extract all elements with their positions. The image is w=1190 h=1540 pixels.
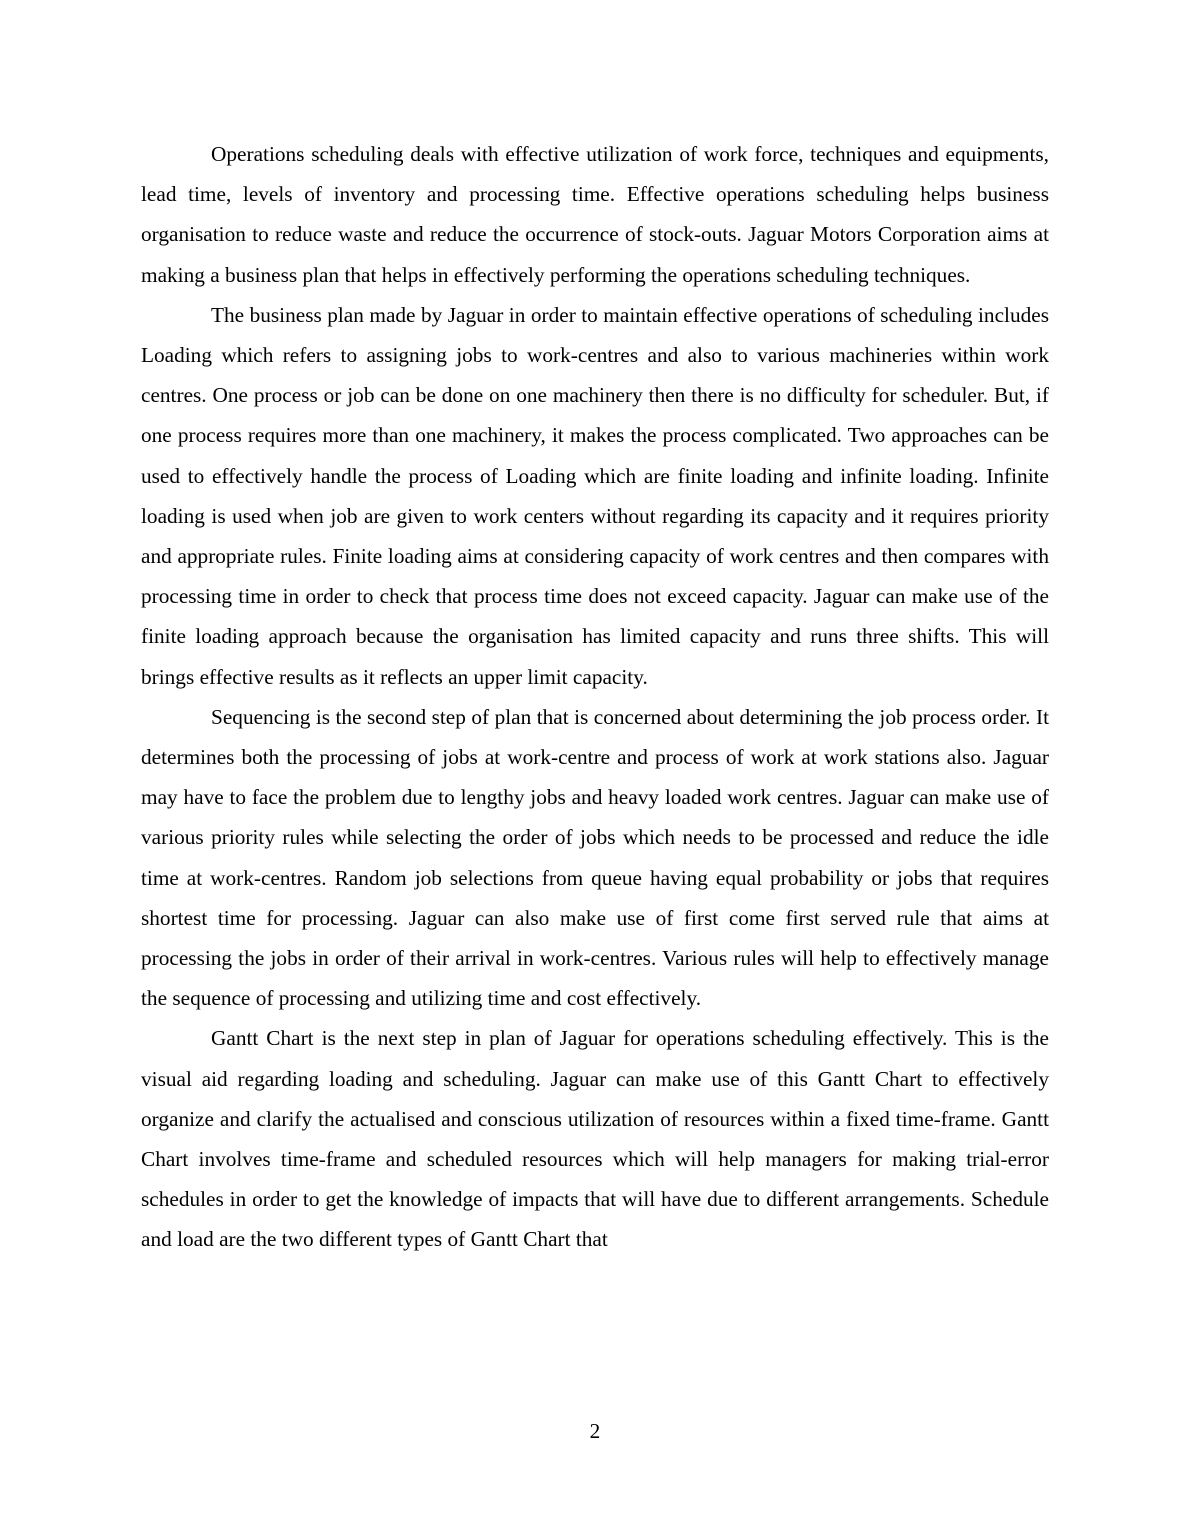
page-number: 2 <box>589 1419 601 1443</box>
paragraph-sequencing: Sequencing is the second step of plan that is concerned about determining the job process order. It determines both the processing of jobs at work-centre and process of work at work stations also. Jaguar may have to face the problem due to lengthy jobs and heavy loaded work centres. Jaguar can make use of various priority rules while selecting the order of jobs which needs to be processed and reduce the idle time at work-centres. Random job selections from queue having equal probability or jobs that requires shortest time for processing. Jaguar can also make use of first come first served rule that aims at processing the jobs in order of their arrival in work-centres. Various rules will help to effectively manage the sequence of processing and utilizing time and cost effectively. <box>141 704 1049 1011</box>
paragraph-loading: The business plan made by Jaguar in order to maintain effective operations of scheduling includes Loading which refers to assigning jobs to work-centres and also to various machineries within work centres. One process or job can be done on one machinery then there is no difficulty for scheduler. But, if one process requires more than one machinery, it makes the process complicated. Two approaches can be used to effectively handle the process of Loading which are finite loading and infinite loading. Infinite loading is used when job are given to work centers without regarding its capacity and it requires priority and appropriate rules. Finite loading aims at considering capacity of work centres and then compares with processing time in order to check that process time does not exceed capacity. Jaguar can make use of the finite loading approach because the organisation has limited capacity and runs three shifts. This will brings effective results as it reflects an upper limit capacity. <box>141 302 1049 689</box>
paragraph-gantt-chart: Gantt Chart is the next step in plan of Jaguar for operations scheduling effectively. This is the visual aid regarding loading and scheduling. Jaguar can make use of this Gantt Chart to effectively organize and clarify the actualised and conscious utilization of resources within a fixed time-frame. Gantt Chart involves time-frame and scheduled resources which will help managers for making trial-error schedules in order to get the knowledge of impacts that will have due to different arrangements. Schedule and load are the two different types of Gantt Chart that <box>141 1026 1049 1252</box>
body-text <box>141 134 1049 1260</box>
paragraph-operations-scheduling: Operations scheduling deals with effective utilization of work force, techniques and equipments, lead time, levels of inventory and processing time. Effective operations scheduling helps business organisation to reduce waste and reduce the occurrence of stock-outs. Jaguar Motors Corporation aims at making a business plan that helps in effectively performing the operations scheduling techniques. <box>141 142 1049 287</box>
